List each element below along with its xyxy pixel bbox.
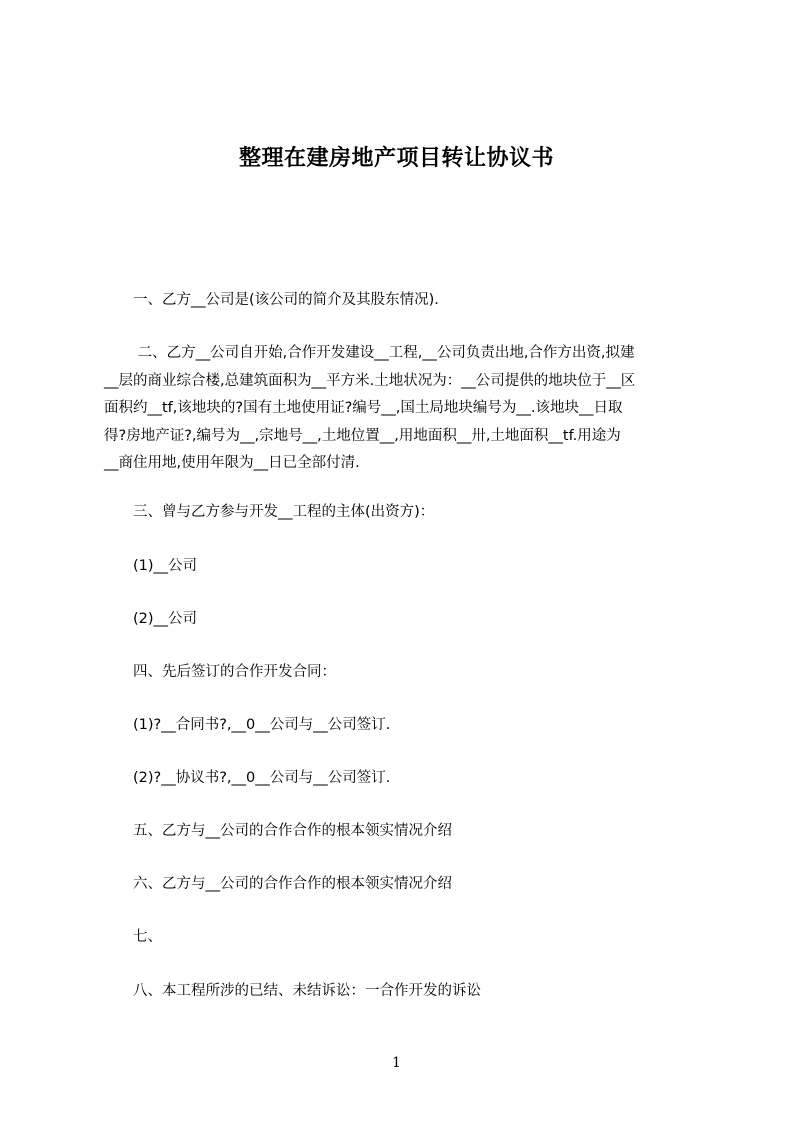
page-number: 1 [392, 1055, 401, 1071]
paragraph-10: 六、乙方与__公司的合作合作的根本领实情况介绍 [104, 876, 452, 892]
paragraph-3: 三、曾与乙方参与开发__工程的主体(出资方)： [104, 504, 435, 520]
paragraph-2-line-1: 二、乙方__公司自开始,合作开发建设__工程,__公司负责出地,合作方出资,拟建 [104, 345, 635, 361]
paragraph-6: 四、先后签订的合作开发合同： [104, 664, 336, 680]
paragraph-11: 七、 [104, 929, 162, 945]
paragraph-2-line-5: __商住用地,使用年限为__日已全部付清. [104, 455, 360, 471]
paragraph-7: (1)?__合同书?,__0__公司与__公司签订. [104, 717, 391, 733]
paragraph-8: (2)?__协议书?,__0__公司与__公司签订. [104, 770, 391, 786]
paragraph-9: 五、乙方与__公司的合作合作的根本领实情况介绍 [104, 823, 452, 839]
paragraph-1: 一、乙方__公司是(该公司的简介及其股东情况). [104, 292, 439, 308]
paragraph-5: (2)__公司 [104, 611, 198, 627]
paragraph-2 [104, 340, 700, 478]
paragraph-4: (1)__公司 [104, 558, 198, 574]
paragraph-12: 八、本工程所涉的已结、未结诉讼：一合作开发的诉讼 [104, 983, 481, 999]
paragraph-2-line-3: 面积约__tf,该地块的?国有土地使用证?编号__,国土局地块编号为__.该地块__日取 [104, 400, 623, 416]
paragraph-2-line-2: __层的商业综合楼,总建筑面积为__平方米.土地状况为：__公司提供的地块位于__区 [104, 372, 636, 389]
paragraph-2-line-4: 得?房地产证?,编号为__,宗地号__,土地位置__,用地面积__卅,土地面积__tf.用途为 [104, 427, 621, 444]
document-title: 整理在建房地产项目转让协议书 [238, 146, 554, 171]
